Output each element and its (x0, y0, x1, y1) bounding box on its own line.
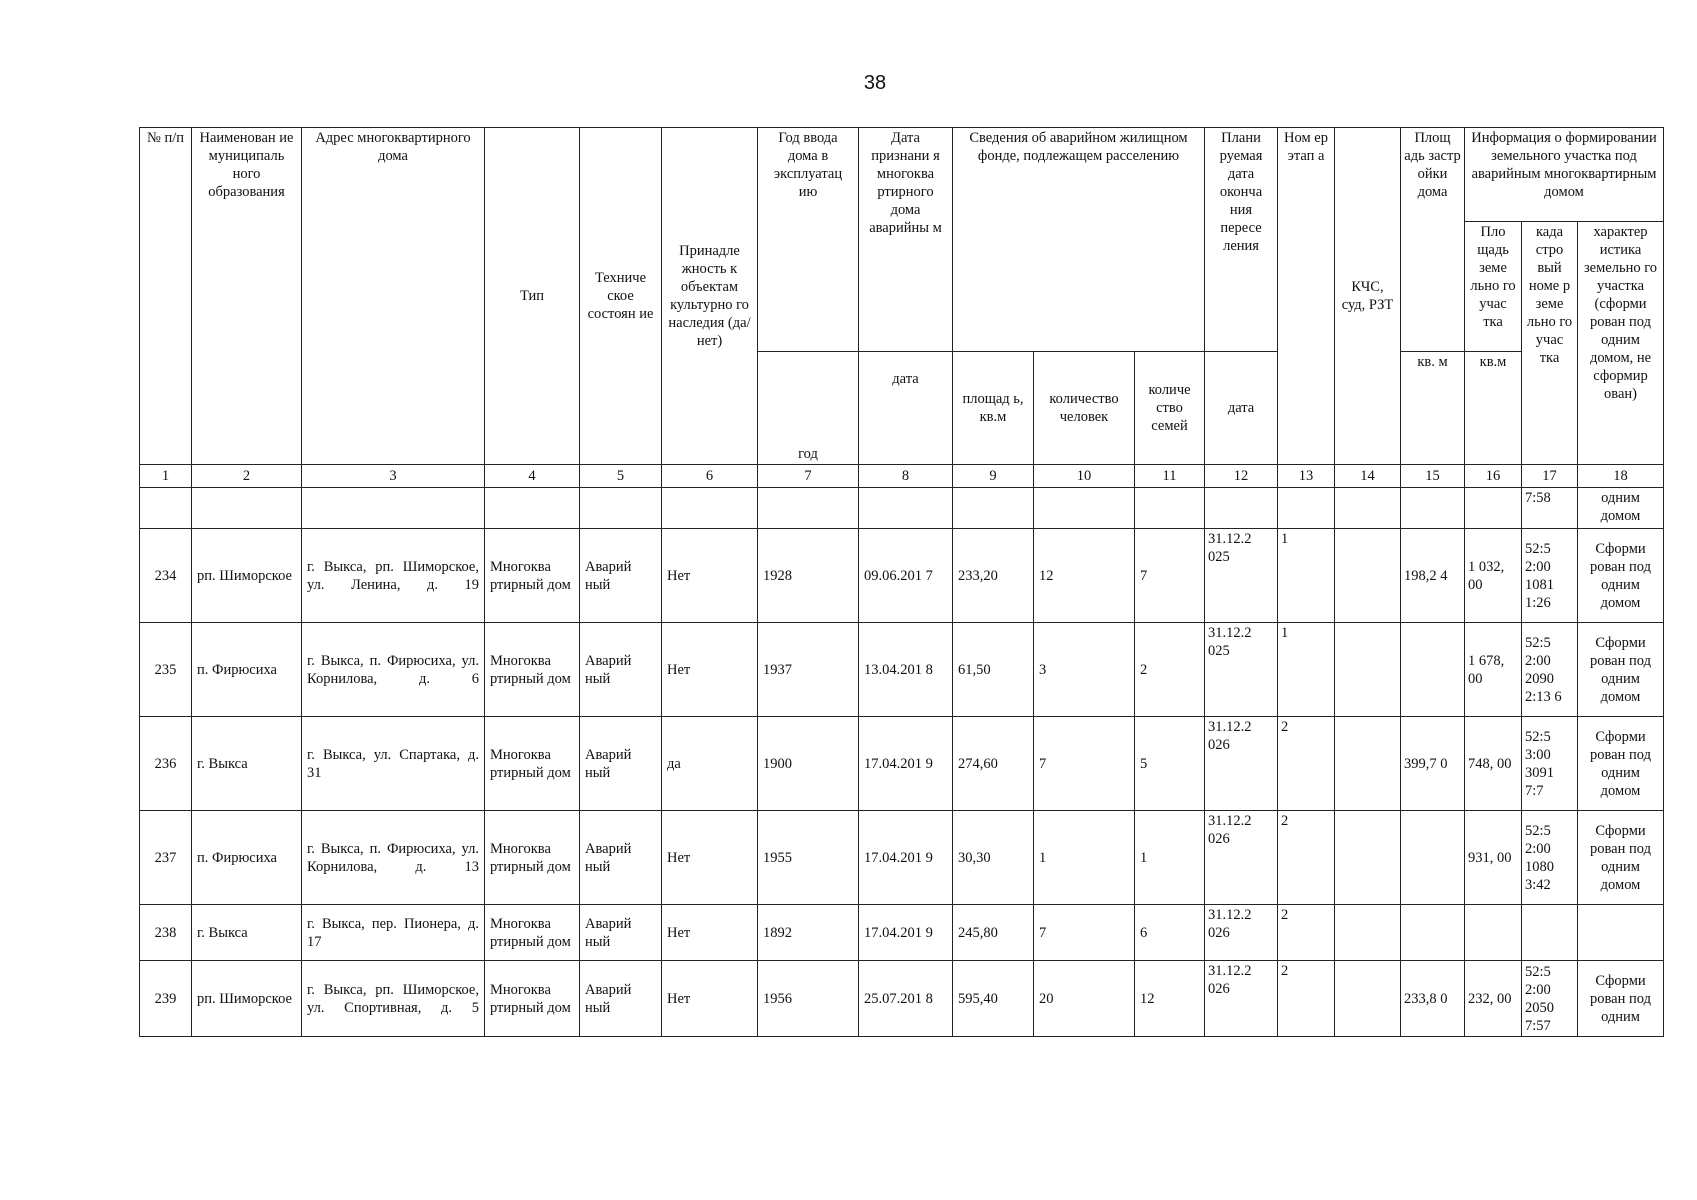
cell-land-plot-characteristic: Сформи рован под одним (1578, 961, 1664, 1037)
table-row (140, 623, 1664, 717)
cell-planned-resettlement-date: 31.12.2 026 (1205, 811, 1278, 905)
column-number: 3 (302, 465, 485, 488)
column-number: 17 (1522, 465, 1578, 488)
cell-address: г. Выкса, пер. Пионера, д. 17 (302, 905, 485, 961)
cell-commission-year: 1956 (758, 961, 859, 1037)
column-number: 4 (485, 465, 580, 488)
cell-land-plot-characteristic: Сформи рован под одним домом (1578, 811, 1664, 905)
cell-row-number: 239 (140, 961, 192, 1037)
cell-families-count: 6 (1135, 905, 1205, 961)
cell-area-sqm: 595,40 (953, 961, 1034, 1037)
header-col-13: Ном ер этап а (1278, 128, 1335, 465)
column-number: 8 (859, 465, 953, 488)
header-col-15-sub: кв. м (1401, 352, 1465, 465)
cell-address: г. Выкса, п. Фирюсиха, ул. Корнилова, д. 13 (302, 811, 485, 905)
header-col-7: Год ввода дома в эксплуатац ию (758, 128, 859, 352)
cell-area-sqm: 233,20 (953, 529, 1034, 623)
column-number: 18 (1578, 465, 1664, 488)
cell-building-footprint (1401, 623, 1465, 717)
cell-technical-state: Аварий ный (580, 961, 662, 1037)
cell-land-plot-characteristic (1578, 905, 1664, 961)
column-number: 15 (1401, 465, 1465, 488)
cell-families-count: 7 (1135, 529, 1205, 623)
cell-stage-number: 1 (1278, 529, 1335, 623)
cell-planned-resettlement-date: 31.12.2 026 (1205, 905, 1278, 961)
cell-building-type: Многоква ртирный дом (485, 961, 580, 1037)
cell-technical-state: Аварий ный (580, 905, 662, 961)
cell-land-plot-characteristic: Сформи рован под одним домом (1578, 717, 1664, 811)
cell-recognition-date: 13.04.201 8 (859, 623, 953, 717)
cell-row-number: 235 (140, 623, 192, 717)
cell-technical-state: Аварий ный (580, 717, 662, 811)
table-row (140, 961, 1664, 1037)
header-col-8: Дата признани я многоква ртирного дома аварийны м (859, 128, 953, 352)
cell-commission-year: 1937 (758, 623, 859, 717)
page-number: 38 (863, 72, 887, 94)
header-col-3: Адрес многоквартирного дома (302, 128, 485, 465)
cell-cadastral-number: 52:5 2:00 1081 1:26 (1522, 529, 1578, 623)
cell-area-sqm: 61,50 (953, 623, 1034, 717)
cell-planned-resettlement-date: 31.12.2 026 (1205, 717, 1278, 811)
cell-row-number: 238 (140, 905, 192, 961)
cell-land-plot-area: 931, 00 (1465, 811, 1522, 905)
cell-cadastral-number: 52:5 2:00 2090 2:13 6 (1522, 623, 1578, 717)
cell-people-count: 3 (1034, 623, 1135, 717)
header-col-10: количество человек (1034, 352, 1135, 465)
cell-stage-number: 2 (1278, 905, 1335, 961)
column-number: 7 (758, 465, 859, 488)
cell-address: г. Выкса, рп. Шиморское, ул. Ленина, д. 19 (302, 529, 485, 623)
header-col-16-sub: кв.м (1465, 352, 1522, 465)
cell-building-footprint: 233,8 0 (1401, 961, 1465, 1037)
table-row (140, 811, 1664, 905)
column-number: 5 (580, 465, 662, 488)
cell-stage-number: 2 (1278, 717, 1335, 811)
cell-people-count: 7 (1034, 717, 1135, 811)
column-number: 9 (953, 465, 1034, 488)
cell-stage-number: 1 (1278, 623, 1335, 717)
header-col-17: када стро вый номе р земе льно го учас тка (1522, 222, 1578, 465)
cell-municipality: г. Выкса (192, 905, 302, 961)
cell-cadastral-number (1522, 905, 1578, 961)
cell-kchs-court-rzt (1335, 623, 1401, 717)
column-number: 13 (1278, 465, 1335, 488)
cell-row-number: 234 (140, 529, 192, 623)
cell-land-plot-characteristic: Сформи рован под одним домом (1578, 529, 1664, 623)
header-col-18: характер истика земельно го участка (сформи рован под одним домом, не сформир ован) (1578, 222, 1664, 465)
cell-recognition-date: 17.04.201 9 (859, 905, 953, 961)
cell-building-footprint: 198,2 4 (1401, 529, 1465, 623)
table-row (140, 529, 1664, 623)
continuation-characteristic: одним домом (1578, 488, 1664, 529)
header-group-land-info: Информация о формировании земельного участка под аварийным многоквартирным домом (1465, 128, 1664, 222)
cell-recognition-date: 25.07.201 8 (859, 961, 953, 1037)
cell-people-count: 7 (1034, 905, 1135, 961)
cell-building-type: Многоква ртирный дом (485, 529, 580, 623)
cell-families-count: 2 (1135, 623, 1205, 717)
cell-kchs-court-rzt (1335, 529, 1401, 623)
header-col-14: КЧС, суд, РЗТ (1335, 128, 1401, 465)
header-col-12: Плани руемая дата оконча ния пересе ления (1205, 128, 1278, 352)
cell-land-plot-area: 1 678, 00 (1465, 623, 1522, 717)
header-col-8-sub: дата (859, 352, 953, 465)
column-number: 2 (192, 465, 302, 488)
cell-address: г. Выкса, ул. Спартака, д. 31 (302, 717, 485, 811)
cell-municipality: рп. Шиморское (192, 529, 302, 623)
header-col-7-sub: год (758, 352, 859, 465)
cell-land-plot-area: 232, 00 (1465, 961, 1522, 1037)
header-col-1: № п/п (140, 128, 192, 465)
cell-municipality: п. Фирюсиха (192, 623, 302, 717)
cell-planned-resettlement-date: 31.12.2 025 (1205, 529, 1278, 623)
cell-address: г. Выкса, рп. Шиморское, ул. Спортивная, д. 5 (302, 961, 485, 1037)
cell-stage-number: 2 (1278, 811, 1335, 905)
cell-commission-year: 1892 (758, 905, 859, 961)
header-col-4: Тип (485, 128, 580, 465)
header-col-12-sub: дата (1205, 352, 1278, 465)
cell-area-sqm: 245,80 (953, 905, 1034, 961)
cell-kchs-court-rzt (1335, 811, 1401, 905)
cell-building-type: Многоква ртирный дом (485, 811, 580, 905)
cell-cultural-heritage: да (662, 717, 758, 811)
cell-kchs-court-rzt (1335, 717, 1401, 811)
cell-technical-state: Аварий ный (580, 811, 662, 905)
header-col-5: Техниче ское состоян ие (580, 128, 662, 465)
cell-building-footprint (1401, 905, 1465, 961)
cell-area-sqm: 30,30 (953, 811, 1034, 905)
header-group-emergency-fund: Сведения об аварийном жилищном фонде, подлежащем расселению (953, 128, 1205, 352)
column-number: 14 (1335, 465, 1401, 488)
cell-recognition-date: 17.04.201 9 (859, 717, 953, 811)
cell-land-plot-area (1465, 905, 1522, 961)
header-col-9: площад ь, кв.м (953, 352, 1034, 465)
cell-building-type: Многоква ртирный дом (485, 623, 580, 717)
cell-planned-resettlement-date: 31.12.2 026 (1205, 961, 1278, 1037)
cell-commission-year: 1928 (758, 529, 859, 623)
cell-cultural-heritage: Нет (662, 529, 758, 623)
cell-building-footprint (1401, 811, 1465, 905)
cell-municipality: рп. Шиморское (192, 961, 302, 1037)
cell-people-count: 20 (1034, 961, 1135, 1037)
cell-address: г. Выкса, п. Фирюсиха, ул. Корнилова, д. 6 (302, 623, 485, 717)
cell-land-plot-area: 1 032, 00 (1465, 529, 1522, 623)
column-number: 16 (1465, 465, 1522, 488)
column-number: 10 (1034, 465, 1135, 488)
cell-people-count: 12 (1034, 529, 1135, 623)
cell-cadastral-number: 52:5 3:00 3091 7:7 (1522, 717, 1578, 811)
cell-commission-year: 1955 (758, 811, 859, 905)
cell-cultural-heritage: Нет (662, 961, 758, 1037)
column-numbers-row (140, 465, 1664, 488)
cell-area-sqm: 274,60 (953, 717, 1034, 811)
cell-planned-resettlement-date: 31.12.2 025 (1205, 623, 1278, 717)
continuation-row (140, 488, 1664, 529)
cell-families-count: 5 (1135, 717, 1205, 811)
cell-cultural-heritage: Нет (662, 811, 758, 905)
header-col-15: Площ адь застр ойки дома (1401, 128, 1465, 352)
cell-technical-state: Аварий ный (580, 529, 662, 623)
header-col-16: Пло щадь земе льно го учас тка (1465, 222, 1522, 352)
cell-recognition-date: 17.04.201 9 (859, 811, 953, 905)
cell-technical-state: Аварий ный (580, 623, 662, 717)
column-number: 12 (1205, 465, 1278, 488)
cell-stage-number: 2 (1278, 961, 1335, 1037)
cell-kchs-court-rzt (1335, 905, 1401, 961)
header-col-6: Принадле жность к объектам культурно го наследия (да/нет) (662, 128, 758, 465)
table-row (140, 717, 1664, 811)
cell-land-plot-characteristic: Сформи рован под одним домом (1578, 623, 1664, 717)
table-row (140, 905, 1664, 961)
cell-kchs-court-rzt (1335, 961, 1401, 1037)
cell-cadastral-number: 52:5 2:00 2050 7:57 (1522, 961, 1578, 1037)
cell-building-footprint: 399,7 0 (1401, 717, 1465, 811)
cell-row-number: 237 (140, 811, 192, 905)
emergency-housing-table (139, 127, 1664, 1037)
cell-municipality: г. Выкса (192, 717, 302, 811)
cell-building-type: Многоква ртирный дом (485, 717, 580, 811)
cell-commission-year: 1900 (758, 717, 859, 811)
cell-row-number: 236 (140, 717, 192, 811)
header-col-2: Наименован ие муниципаль ного образования (192, 128, 302, 465)
cell-families-count: 1 (1135, 811, 1205, 905)
header-col-11: количе ство семей (1135, 352, 1205, 465)
cell-recognition-date: 09.06.201 7 (859, 529, 953, 623)
cell-people-count: 1 (1034, 811, 1135, 905)
column-number: 1 (140, 465, 192, 488)
cell-building-type: Многоква ртирный дом (485, 905, 580, 961)
cell-land-plot-area: 748, 00 (1465, 717, 1522, 811)
cell-municipality: п. Фирюсиха (192, 811, 302, 905)
table-body (140, 488, 1664, 1037)
column-number: 6 (662, 465, 758, 488)
continuation-cadastral: 7:58 (1522, 488, 1578, 529)
cell-cultural-heritage: Нет (662, 623, 758, 717)
table-header (140, 128, 1664, 488)
cell-cultural-heritage: Нет (662, 905, 758, 961)
cell-cadastral-number: 52:5 2:00 1080 3:42 (1522, 811, 1578, 905)
column-number: 11 (1135, 465, 1205, 488)
cell-families-count: 12 (1135, 961, 1205, 1037)
